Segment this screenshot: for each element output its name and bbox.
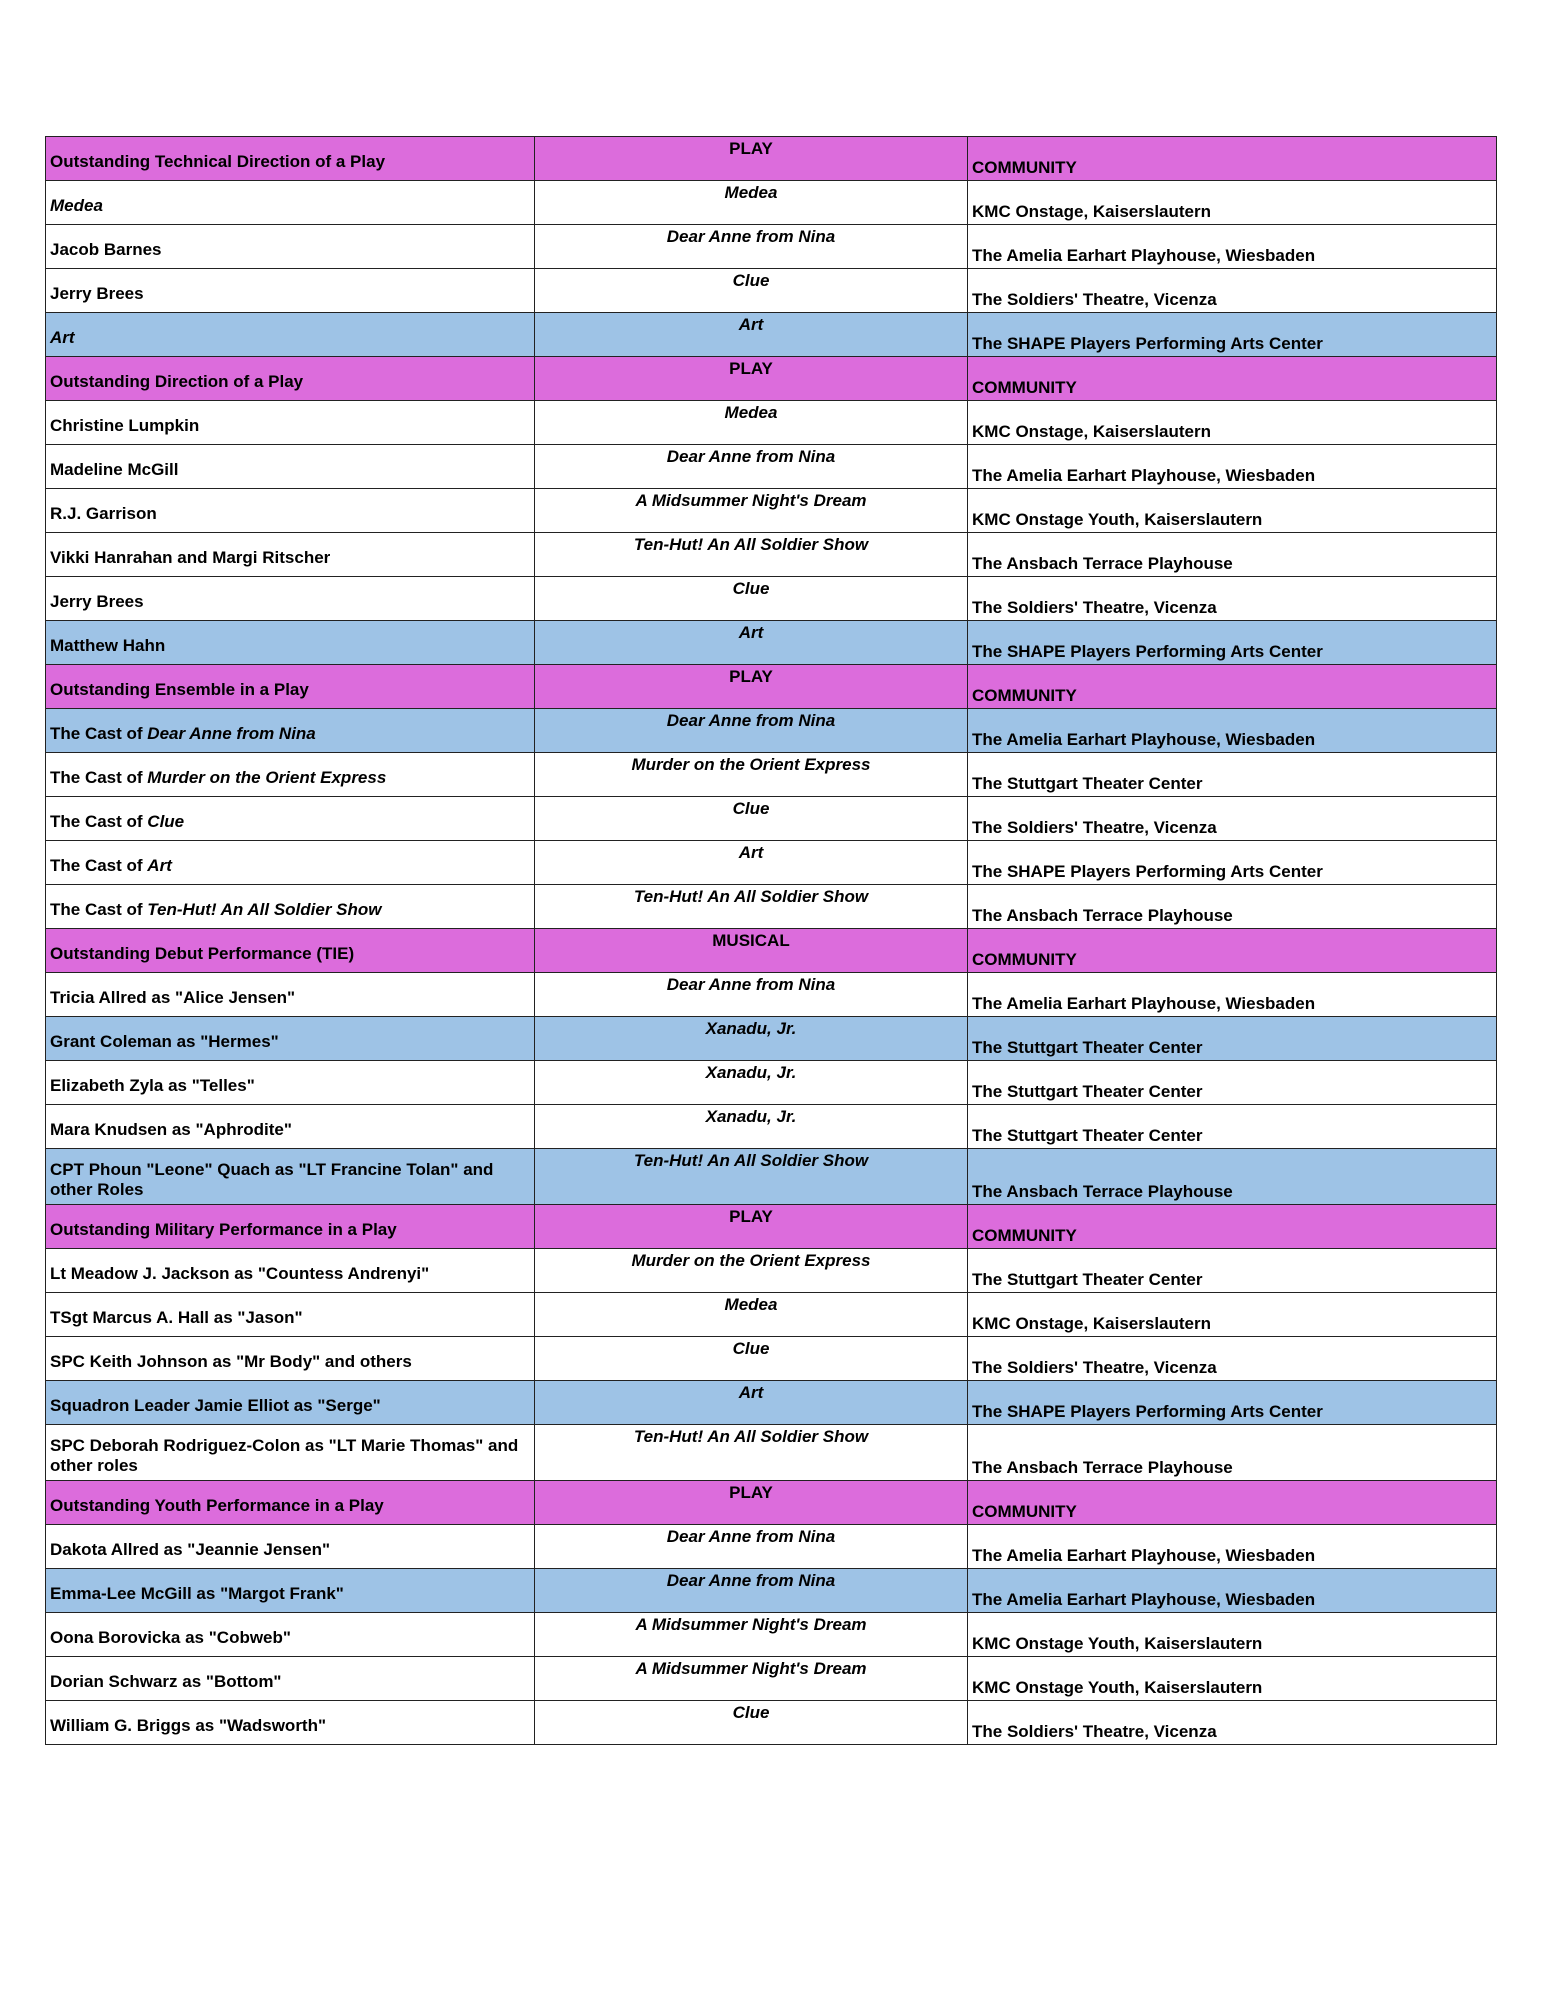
- category-title-cell: [46, 1205, 535, 1249]
- nominee-cell: [46, 401, 535, 445]
- theatre-cell: The Soldiers' Theatre, Vicenza: [968, 797, 1497, 841]
- show-cell: Xanadu, Jr.: [535, 1105, 968, 1149]
- table-row: [46, 1105, 1497, 1149]
- show-cell: Art: [535, 313, 968, 357]
- nominee-text: Madeline McGill: [50, 460, 179, 479]
- show-cell: Dear Anne from Nina: [535, 225, 968, 269]
- show-cell: Dear Anne from Nina: [535, 709, 968, 753]
- theatre-cell: The Amelia Earhart Playhouse, Wiesbaden: [968, 445, 1497, 489]
- category-group-cell: COMMUNITY: [968, 665, 1497, 709]
- table-row: [46, 533, 1497, 577]
- theatre-cell: The Soldiers' Theatre, Vicenza: [968, 1701, 1497, 1745]
- table-row: [46, 313, 1497, 357]
- show-cell: Ten-Hut! An All Soldier Show: [535, 885, 968, 929]
- category-header-row: [46, 1481, 1497, 1525]
- theatre-cell: The Stuttgart Theater Center: [968, 753, 1497, 797]
- nominee-text: SPC Keith Johnson as "Mr Body" and others: [50, 1352, 412, 1371]
- category-header-row: [46, 665, 1497, 709]
- nominee-cell: [46, 621, 535, 665]
- theatre-cell: The Amelia Earhart Playhouse, Wiesbaden: [968, 1569, 1497, 1613]
- nominee-cell: [46, 1061, 535, 1105]
- nominee-text: Dear Anne from Nina: [147, 724, 316, 743]
- nominee-cell: [46, 1017, 535, 1061]
- theatre-cell: The Stuttgart Theater Center: [968, 1061, 1497, 1105]
- nominee-text: Outstanding Technical Direction of a Play: [50, 152, 386, 171]
- nominee-text: Jacob Barnes: [50, 240, 162, 259]
- nominee-text: R.J. Garrison: [50, 504, 157, 523]
- category-type-cell: MUSICAL: [535, 929, 968, 973]
- nominee-text: Mara Knudsen as "Aphrodite": [50, 1120, 292, 1139]
- theatre-cell: The Soldiers' Theatre, Vicenza: [968, 577, 1497, 621]
- show-cell: Dear Anne from Nina: [535, 1525, 968, 1569]
- category-type-cell: PLAY: [535, 1205, 968, 1249]
- nominee-cell: [46, 1105, 535, 1149]
- nominee-text: The Cast of: [50, 900, 148, 919]
- table-row: [46, 1337, 1497, 1381]
- table-row: [46, 1017, 1497, 1061]
- category-title-cell: [46, 929, 535, 973]
- theatre-cell: The Amelia Earhart Playhouse, Wiesbaden: [968, 973, 1497, 1017]
- show-cell: Dear Anne from Nina: [535, 445, 968, 489]
- show-cell: Medea: [535, 1293, 968, 1337]
- theatre-cell: The Ansbach Terrace Playhouse: [968, 1149, 1497, 1205]
- table-row: [46, 577, 1497, 621]
- table-row: [46, 1701, 1497, 1745]
- nominee-text: Clue: [147, 812, 185, 831]
- category-group-cell: COMMUNITY: [968, 1481, 1497, 1525]
- category-type-cell: PLAY: [535, 1481, 968, 1525]
- category-title-cell: [46, 357, 535, 401]
- theatre-cell: KMC Onstage Youth, Kaiserslautern: [968, 1657, 1497, 1701]
- nominee-cell: [46, 533, 535, 577]
- nominee-text: Medea: [50, 196, 103, 215]
- theatre-cell: The Amelia Earhart Playhouse, Wiesbaden: [968, 709, 1497, 753]
- theatre-cell: The SHAPE Players Performing Arts Center: [968, 841, 1497, 885]
- nominee-cell: [46, 1657, 535, 1701]
- nominee-cell: [46, 1337, 535, 1381]
- nominee-text: Dorian Schwarz as "Bottom": [50, 1672, 282, 1691]
- theatre-cell: KMC Onstage Youth, Kaiserslautern: [968, 489, 1497, 533]
- show-cell: Art: [535, 841, 968, 885]
- category-header-row: [46, 357, 1497, 401]
- nominee-cell: [46, 885, 535, 929]
- nominee-text: CPT Phoun "Leone" Quach as "LT Francine Tolan" and other Roles: [50, 1160, 494, 1199]
- nominee-text: Outstanding Debut Performance (TIE): [50, 944, 355, 963]
- show-cell: A Midsummer Night's Dream: [535, 489, 968, 533]
- nominee-cell: [46, 1701, 535, 1745]
- table-row: [46, 1061, 1497, 1105]
- category-header-row: [46, 1205, 1497, 1249]
- table-row: [46, 1613, 1497, 1657]
- nominee-cell: [46, 181, 535, 225]
- theatre-cell: KMC Onstage, Kaiserslautern: [968, 181, 1497, 225]
- nominee-text: Ten-Hut! An All Soldier Show: [147, 900, 382, 919]
- nominee-cell: [46, 1381, 535, 1425]
- show-cell: Xanadu, Jr.: [535, 1061, 968, 1105]
- nominee-cell: [46, 753, 535, 797]
- show-cell: Clue: [535, 269, 968, 313]
- table-row: [46, 1425, 1497, 1481]
- show-cell: A Midsummer Night's Dream: [535, 1613, 968, 1657]
- theatre-cell: The Stuttgart Theater Center: [968, 1017, 1497, 1061]
- nominee-cell: [46, 841, 535, 885]
- nominee-text: Oona Borovicka as "Cobweb": [50, 1628, 291, 1647]
- table-row: [46, 1525, 1497, 1569]
- theatre-cell: The Stuttgart Theater Center: [968, 1249, 1497, 1293]
- theatre-cell: The Amelia Earhart Playhouse, Wiesbaden: [968, 1525, 1497, 1569]
- nominee-cell: [46, 1249, 535, 1293]
- category-group-cell: COMMUNITY: [968, 1205, 1497, 1249]
- table-row: [46, 489, 1497, 533]
- table-row: [46, 1657, 1497, 1701]
- nominee-text: The Cast of: [50, 768, 148, 787]
- nominee-text: Squadron Leader Jamie Elliot as "Serge": [50, 1396, 381, 1415]
- table-row: [46, 1569, 1497, 1613]
- nominee-text: TSgt Marcus A. Hall as "Jason": [50, 1308, 303, 1327]
- table-row: [46, 885, 1497, 929]
- nominee-text: Jerry Brees: [50, 592, 144, 611]
- table-row: [46, 225, 1497, 269]
- table-row: [46, 1149, 1497, 1205]
- nominee-cell: [46, 1425, 535, 1481]
- table-row: [46, 181, 1497, 225]
- nominee-text: The Cast of: [50, 856, 148, 875]
- table-row: [46, 797, 1497, 841]
- table-row: [46, 1293, 1497, 1337]
- category-title-cell: [46, 665, 535, 709]
- show-cell: Murder on the Orient Express: [535, 1249, 968, 1293]
- show-cell: Medea: [535, 401, 968, 445]
- nominee-text: William G. Briggs as "Wadsworth": [50, 1716, 327, 1735]
- nominee-text: Dakota Allred as "Jeannie Jensen": [50, 1540, 331, 1559]
- table-row: [46, 841, 1497, 885]
- show-cell: Dear Anne from Nina: [535, 973, 968, 1017]
- theatre-cell: The Amelia Earhart Playhouse, Wiesbaden: [968, 225, 1497, 269]
- category-title-cell: [46, 1481, 535, 1525]
- nominee-cell: [46, 1569, 535, 1613]
- nominee-text: Tricia Allred as "Alice Jensen": [50, 988, 296, 1007]
- table-row: [46, 269, 1497, 313]
- nominee-cell: [46, 225, 535, 269]
- nominee-text: Emma-Lee McGill as "Margot Frank": [50, 1584, 344, 1603]
- show-cell: Dear Anne from Nina: [535, 1569, 968, 1613]
- show-cell: Ten-Hut! An All Soldier Show: [535, 533, 968, 577]
- nominee-text: Outstanding Military Performance in a Play: [50, 1220, 397, 1239]
- show-cell: A Midsummer Night's Dream: [535, 1657, 968, 1701]
- theatre-cell: The Ansbach Terrace Playhouse: [968, 885, 1497, 929]
- nominations-table: [45, 136, 1497, 1745]
- nominee-text: Christine Lumpkin: [50, 416, 200, 435]
- category-group-cell: COMMUNITY: [968, 137, 1497, 181]
- nominee-text: SPC Deborah Rodriguez-Colon as "LT Marie Thomas" and other roles: [50, 1436, 519, 1475]
- category-group-cell: COMMUNITY: [968, 929, 1497, 973]
- show-cell: Art: [535, 621, 968, 665]
- theatre-cell: KMC Onstage, Kaiserslautern: [968, 1293, 1497, 1337]
- category-type-cell: PLAY: [535, 137, 968, 181]
- nominee-text: Outstanding Youth Performance in a Play: [50, 1496, 384, 1515]
- category-group-cell: COMMUNITY: [968, 357, 1497, 401]
- nominee-cell: [46, 1149, 535, 1205]
- category-header-row: [46, 929, 1497, 973]
- theatre-cell: The SHAPE Players Performing Arts Center: [968, 313, 1497, 357]
- nominee-cell: [46, 577, 535, 621]
- nominee-cell: [46, 1525, 535, 1569]
- nominee-text: Jerry Brees: [50, 284, 144, 303]
- table-row: [46, 445, 1497, 489]
- show-cell: Medea: [535, 181, 968, 225]
- nominee-cell: [46, 313, 535, 357]
- nominee-cell: [46, 445, 535, 489]
- nominee-text: Murder on the Orient Express: [147, 768, 387, 787]
- category-type-cell: PLAY: [535, 357, 968, 401]
- nominee-text: Grant Coleman as "Hermes": [50, 1032, 279, 1051]
- nominee-cell: [46, 269, 535, 313]
- theatre-cell: The Stuttgart Theater Center: [968, 1105, 1497, 1149]
- nominee-cell: [46, 709, 535, 753]
- theatre-cell: The SHAPE Players Performing Arts Center: [968, 1381, 1497, 1425]
- show-cell: Murder on the Orient Express: [535, 753, 968, 797]
- show-cell: Ten-Hut! An All Soldier Show: [535, 1425, 968, 1481]
- table-row: [46, 753, 1497, 797]
- show-cell: Xanadu, Jr.: [535, 1017, 968, 1061]
- nominee-text: Matthew Hahn: [50, 636, 166, 655]
- show-cell: Clue: [535, 1337, 968, 1381]
- show-cell: Ten-Hut! An All Soldier Show: [535, 1149, 968, 1205]
- nominee-text: Outstanding Direction of a Play: [50, 372, 304, 391]
- table-row: [46, 973, 1497, 1017]
- nominee-cell: [46, 797, 535, 841]
- nominee-text: The Cast of: [50, 724, 148, 743]
- theatre-cell: The Ansbach Terrace Playhouse: [968, 533, 1497, 577]
- nominee-cell: [46, 1613, 535, 1657]
- theatre-cell: The Ansbach Terrace Playhouse: [968, 1425, 1497, 1481]
- theatre-cell: KMC Onstage Youth, Kaiserslautern: [968, 1613, 1497, 1657]
- theatre-cell: The Soldiers' Theatre, Vicenza: [968, 1337, 1497, 1381]
- theatre-cell: KMC Onstage, Kaiserslautern: [968, 401, 1497, 445]
- nominations-table-body: [46, 137, 1497, 1745]
- show-cell: Clue: [535, 577, 968, 621]
- nominee-text: The Cast of: [50, 812, 148, 831]
- table-row: [46, 709, 1497, 753]
- nominee-text: Outstanding Ensemble in a Play: [50, 680, 309, 699]
- table-row: [46, 401, 1497, 445]
- table-row: [46, 1249, 1497, 1293]
- nominee-text: Art: [147, 856, 172, 875]
- category-type-cell: PLAY: [535, 665, 968, 709]
- nominee-text: Elizabeth Zyla as "Telles": [50, 1076, 255, 1095]
- nominee-text: Art: [50, 328, 75, 347]
- show-cell: Art: [535, 1381, 968, 1425]
- nominee-cell: [46, 973, 535, 1017]
- nominee-text: Vikki Hanrahan and Margi Ritscher: [50, 548, 331, 567]
- nominee-cell: [46, 1293, 535, 1337]
- table-row: [46, 621, 1497, 665]
- show-cell: Clue: [535, 797, 968, 841]
- category-title-cell: [46, 137, 535, 181]
- nominee-text: Lt Meadow J. Jackson as "Countess Andrenyi": [50, 1264, 430, 1283]
- theatre-cell: The SHAPE Players Performing Arts Center: [968, 621, 1497, 665]
- table-row: [46, 1381, 1497, 1425]
- nominee-cell: [46, 489, 535, 533]
- category-header-row: [46, 137, 1497, 181]
- show-cell: Clue: [535, 1701, 968, 1745]
- theatre-cell: The Soldiers' Theatre, Vicenza: [968, 269, 1497, 313]
